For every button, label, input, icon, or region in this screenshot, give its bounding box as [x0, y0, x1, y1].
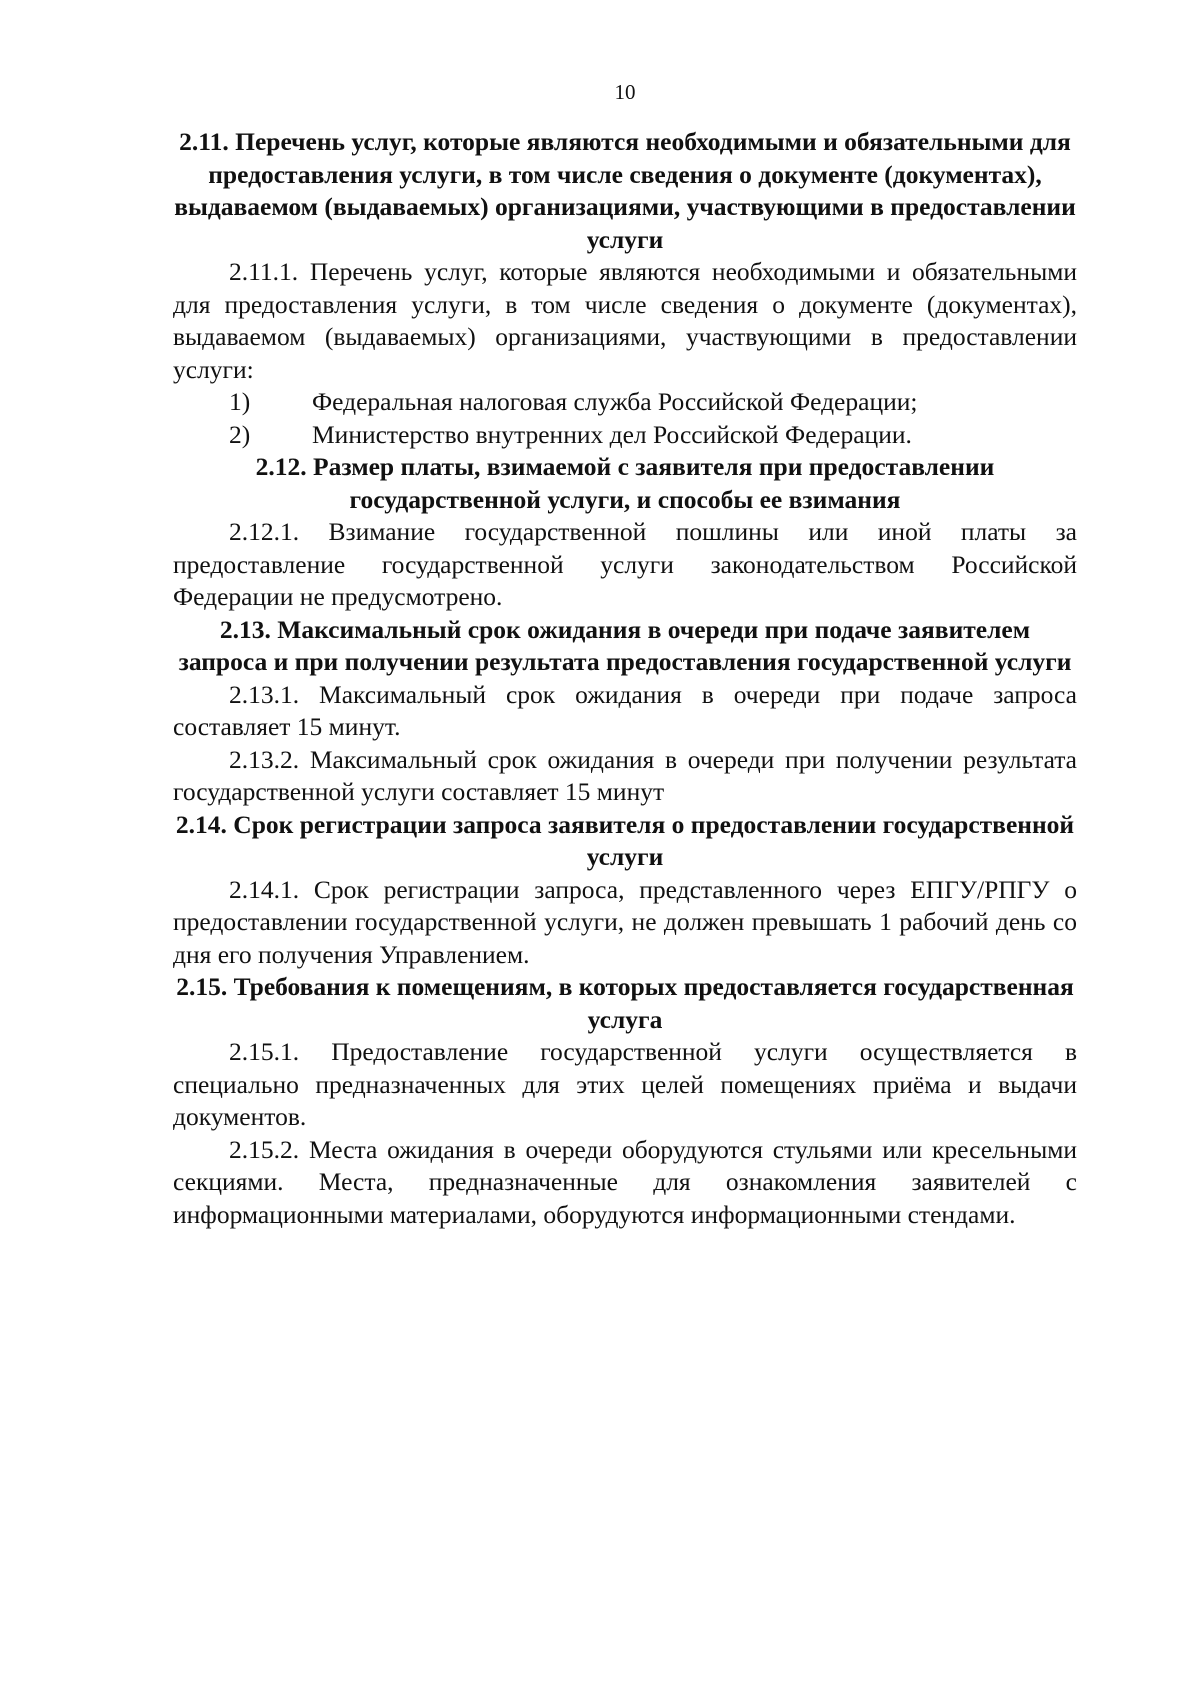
paragraph-2-12-1: 2.12.1. Взимание государственной пошлины или иной платы за предоставление государственной услуги законодательством Российской Федерации не предусмотрено. [173, 517, 1077, 611]
paragraph-2-11-1: 2.11.1. Перечень услуг, которые являются необходимыми и обязательными для предоставления услуги, в том числе сведения о документе (документах), выдаваемом (выдаваемых) организациями, участвующими в предоставлении услуги: [173, 257, 1077, 384]
list-item [173, 386, 1077, 419]
paragraph-2-13-1: 2.13.1. Максимальный срок ожидания в очереди при подаче запроса составляет 15 минут. [173, 679, 1077, 741]
list-item-number: 2) [229, 419, 251, 449]
section-heading-2-14: 2.14. Срок регистрации запроса заявителя о предоставлении государственной услуги [175, 809, 1075, 871]
paragraph-2-14-1: 2.14.1. Срок регистрации запроса, представленного через ЕПГУ/РПГУ о предоставлении государственной услуги, не должен превышать 1 рабочий день со дня его получения Управлением. [173, 874, 1077, 969]
list-item-text: Министерство внутренних дел Российской Федерации. [312, 419, 912, 449]
section-heading-2-12: 2.12. Размер платы, взимаемой с заявителя при предоставлении государственной услуги, и способы ее взимания [255, 452, 995, 514]
list-item-text: Федеральная налоговая служба Российской Федерации; [312, 387, 918, 416]
paragraph-2-13-2: 2.13.2. Максимальный срок ожидания в очереди при получении результата государственной услуги составляет 15 минут [173, 744, 1077, 806]
paragraph-2-15-1: 2.15.1. Предоставление государственной услуги осуществляется в специально предназначенных для этих целей помещениях приёма и выдачи документов. [173, 1037, 1077, 1131]
paragraph-2-15-2: 2.15.2. Места ожидания в очереди оборудуются стульями или кресельными секциями. Места, предназначенные для ознакомления заявителей с информационными материалами, оборудуются информационными стендами. [173, 1134, 1077, 1229]
list-item [173, 419, 1077, 452]
list-item-number: 1) [229, 387, 251, 416]
section-heading-2-15: 2.15. Требования к помещениям, в которых предоставляется государственная услуга [176, 972, 1074, 1034]
section-heading-2-13: 2.13. Максимальный срок ожидания в очереди при подаче заявителем запроса и при получении результата предоставления государственной услуги [178, 614, 1072, 676]
section-heading-2-11: 2.11. Перечень услуг, которые являются необходимыми и обязательными для предоставления услуги, в том числе сведения о документе (документах), выдаваемом (выдаваемых) организациями, участвующими в предоставлении услуги [174, 127, 1076, 254]
page-number: 10 [614, 80, 636, 104]
